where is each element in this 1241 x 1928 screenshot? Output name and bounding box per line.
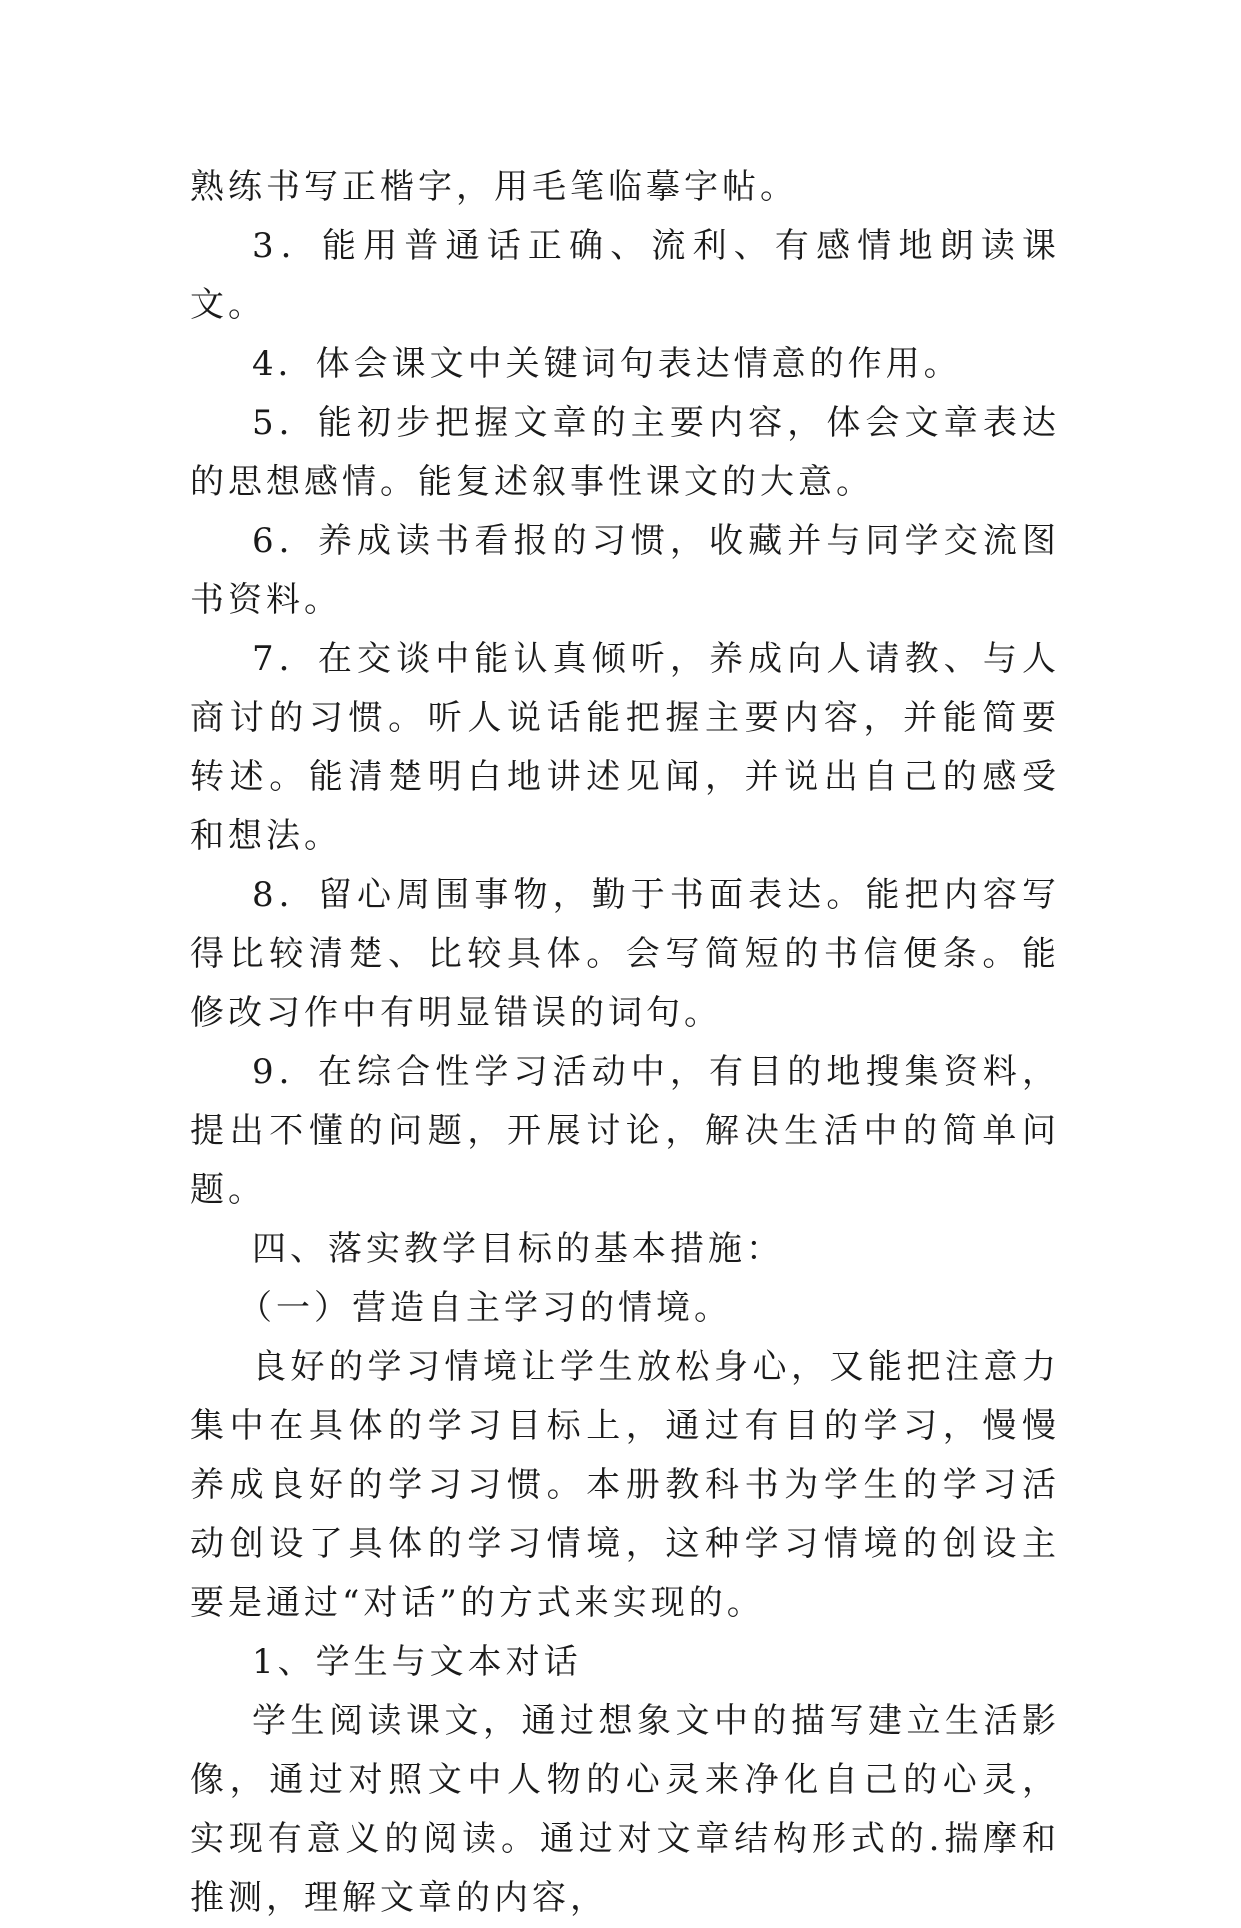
document-body — [190, 158, 1060, 1928]
paragraph-item-5: 5．能初步把握文章的主要内容，体会文章表达的思想感情。能复述叙事性课文的大意。 — [190, 403, 1060, 502]
paragraph-item-3: 3．能用普通话正确、流利、有感情地朗读课文。 — [190, 226, 1060, 325]
paragraph-student-reading: 学生阅读课文，通过想象文中的描写建立生活影像，通过对照文中人物的心灵来净化自己的心灵，实现有意义的阅读。通过对文章结构形式的.揣摩和推测，理解文章的内容， — [190, 1701, 1060, 1918]
section-heading-4: 四、落实教学目标的基本措施： — [252, 1229, 784, 1269]
paragraph-continuation: 熟练书写正楷字，用毛笔临摹字帖。 — [190, 167, 798, 207]
paragraph-item-8: 8．留心周围事物，勤于书面表达。能把内容写得比较清楚、比较具体。会写简短的书信便条。能修改习作中有明显错误的词句。 — [190, 875, 1060, 1033]
paragraph-item-4: 4．体会课文中关键词句表达情意的作用。 — [252, 344, 962, 384]
paragraph-item-9: 9．在综合性学习活动中，有目的地搜集资料，提出不懂的问题，开展讨论，解决生活中的简单问题。 — [190, 1052, 1060, 1210]
paragraph-learning-context: 良好的学习情境让学生放松身心，又能把注意力集中在具体的学习目标上，通过有目的学习，慢慢养成良好的学习习惯。本册教科书为学生的学习活动创设了具体的学习情境，这种学习情境的创设主要是通过“对话”的方式来实现的。 — [190, 1347, 1060, 1623]
paragraph-item-6: 6．养成读书看报的习惯，收藏并与同学交流图书资料。 — [190, 521, 1060, 620]
paragraph-item-7: 7．在交谈中能认真倾听，养成向人请教、与人商讨的习惯。听人说话能把握主要内容，并能简要转述。能清楚明白地讲述见闻，并说出自己的感受和想法。 — [190, 639, 1060, 856]
list-heading-student-text-dialogue: 1、学生与文本对话 — [252, 1642, 582, 1682]
subsection-heading-1: （一）营造自主学习的情境。 — [238, 1288, 732, 1328]
